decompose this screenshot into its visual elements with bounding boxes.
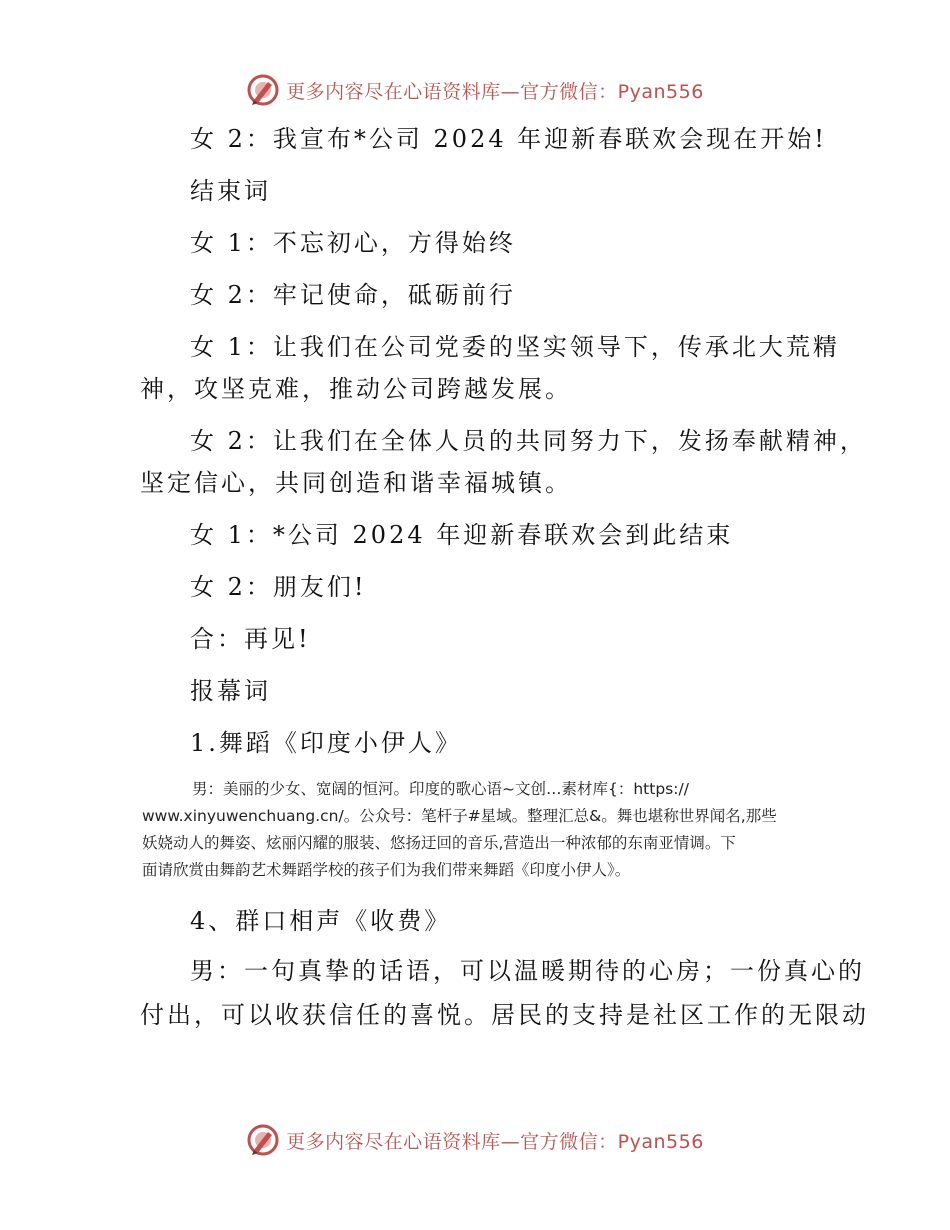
text-line: 女 1：不忘初心，方得始终: [190, 229, 516, 257]
small-paragraph-line: 面请欣赏由舞韵艺术舞蹈学校的孩子们为我们带来舞蹈《印度小伊人》。: [142, 861, 631, 879]
text-line: 女 1：让我们在公司党委的坚实领导下，传承北大荒精: [190, 333, 840, 361]
text-line: 女 2：让我们在全体人员的共同努力下，发扬奉献精神，: [190, 427, 867, 455]
text-line: 神，攻坚克难，推动公司跨越发展。: [140, 375, 572, 403]
small-paragraph-line: 男：美丽的少女、宽阔的恒河。印度的歌心语~文创…素材库{：https://: [192, 780, 689, 798]
text-line: 付出，可以收获信任的喜悦。居民的支持是社区工作的无限动: [140, 1001, 869, 1029]
text-line: 女 2：朋友们!: [190, 573, 367, 601]
header-banner-text: 更多内容尽在心语资料库—官方微信：Pyan556: [286, 80, 704, 103]
program-item-title: 4、群口相声《收费》: [190, 907, 452, 935]
text-line: 男：一句真挚的话语，可以温暖期待的心房；一份真心的: [190, 957, 865, 985]
footer-banner-text: 更多内容尽在心语资料库—官方微信：Pyan556: [286, 1130, 704, 1153]
section-heading: 结束词: [190, 177, 271, 205]
small-paragraph-line: www.xinyuwenchuang.cn/。公众号：笔杆子#星域。整理汇总&。舞也堪称世界闻名,那些: [142, 807, 777, 825]
section-heading: 报幕词: [190, 677, 271, 705]
header-banner: [0, 70, 950, 110]
footer-banner: [0, 1120, 950, 1160]
pen-logo-icon: [246, 1123, 280, 1157]
text-line: 坚定信心，共同创造和谐幸福城镇。: [140, 469, 572, 497]
text-line: 女 1：*公司 2024 年迎新春联欢会到此结束: [190, 521, 734, 549]
small-paragraph-line: 妖娆动人的舞姿、炫丽闪耀的服装、悠扬迂回的音乐,营造出一种浓郁的东南亚情调。下: [142, 834, 736, 852]
text-line: 女 2：我宣布*公司 2024 年迎新春联欢会现在开始!: [190, 125, 827, 153]
text-line: 合：再见!: [190, 625, 311, 653]
pen-logo-icon: [246, 73, 280, 107]
text-line: 女 2：牢记使命，砥砺前行: [190, 281, 516, 309]
program-item-title: 1.舞蹈《印度小伊人》: [190, 729, 462, 757]
